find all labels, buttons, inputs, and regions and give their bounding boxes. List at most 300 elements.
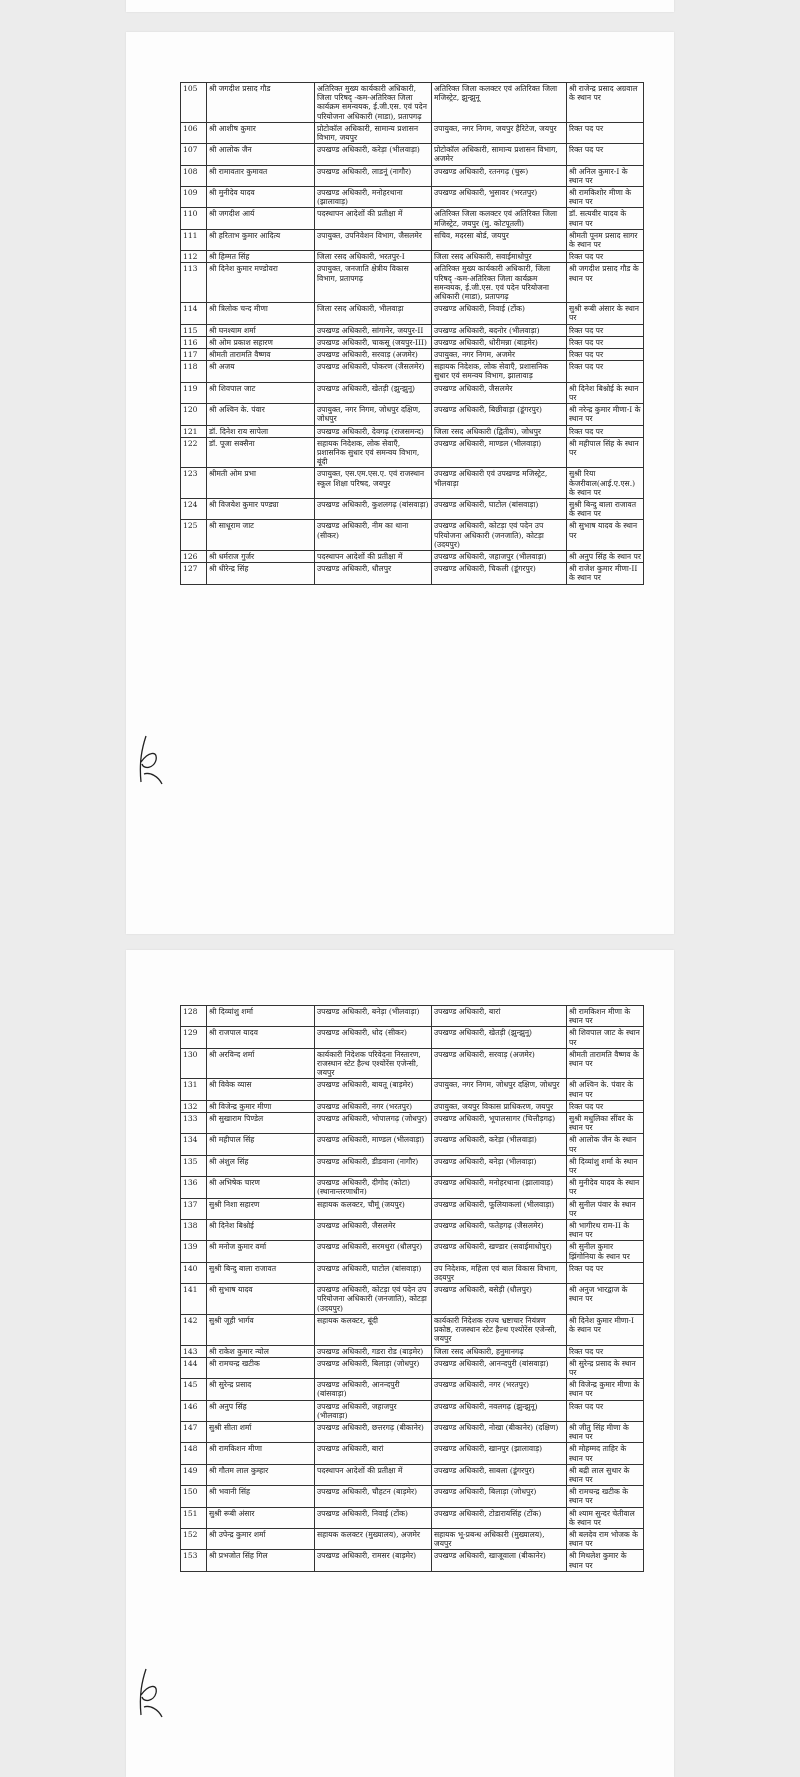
officer-name-cell: श्री त्रिलोक चन्द मीणा xyxy=(207,303,315,324)
serial-number-cell: 127 xyxy=(181,563,207,584)
current-posting-cell: उपखण्ड अधिकारी, निवाई (टोंक) xyxy=(315,1507,432,1528)
current-posting-cell: उपखण्ड अधिकारी, कोटड़ा एवं पदेन उप परियोजना अधिकारी (जनजाति), कोटड़ा (उदयपुर) xyxy=(315,1284,432,1315)
current-posting-cell: उपखण्ड अधिकारी, बायतू (बाड़मेर) xyxy=(315,1079,432,1100)
remarks-cell: श्री मिथलेश कुमार के स्थान पर xyxy=(567,1550,644,1571)
officer-name-cell: श्री सुरेन्द्र प्रसाद xyxy=(207,1379,315,1400)
remarks-cell: रिक्त पद पर xyxy=(567,324,644,336)
remarks-cell: श्री मोहम्मद ताहिर के स्थान पर xyxy=(567,1443,644,1464)
officer-name-cell: श्री शिवपाल जाट xyxy=(207,382,315,403)
current-posting-cell: उपखण्ड अधिकारी, गडरा रोड (बाड़मेर) xyxy=(315,1345,432,1357)
serial-number-cell: 150 xyxy=(181,1486,207,1507)
officer-name-cell: श्री मुनीदेव यादव xyxy=(207,187,315,208)
remarks-cell: श्री सुनील कुमार झिंगोनिया के स्थान पर xyxy=(567,1241,644,1262)
current-posting-cell: उपखण्ड अधिकारी, करेड़ा (भीलवाड़ा) xyxy=(315,144,432,165)
remarks-cell: सुश्री रिया केजरीवाल(आई.ए.एस.) के स्थान पर xyxy=(567,468,644,499)
remarks-cell: रिक्त पद पर xyxy=(567,122,644,143)
officer-name-cell: श्री हरिताभ कुमार आदित्य xyxy=(207,229,315,250)
current-posting-cell: सहायक निदेशक, लोक सेवाएँ, प्रशासनिक सुधार एवं समन्वय विभाग, बूंदी xyxy=(315,437,432,468)
new-posting-cell: जिला रसद अधिकारी (द्वितीय), जोधपुर xyxy=(432,425,567,437)
officer-name-cell: डॉ. दिनेश राय सापेला xyxy=(207,425,315,437)
serial-number-cell: 143 xyxy=(181,1345,207,1357)
table-row xyxy=(181,1079,644,1100)
officer-name-cell: श्री दिनेश बिश्नोई xyxy=(207,1220,315,1241)
table-row xyxy=(181,263,644,303)
table-row xyxy=(181,437,644,468)
officer-name-cell: श्री हिम्मत सिंह xyxy=(207,251,315,263)
serial-number-cell: 124 xyxy=(181,498,207,519)
serial-number-cell: 126 xyxy=(181,550,207,562)
table-row xyxy=(181,1443,644,1464)
new-posting-cell: उपखण्ड अधिकारी, बिलाड़ा (जोधपुर) xyxy=(432,1486,567,1507)
table-row xyxy=(181,1134,644,1155)
new-posting-cell: उप निदेशक, महिला एवं बाल विकास विभाग, उदयपुर xyxy=(432,1262,567,1283)
new-posting-cell: उपखण्ड अधिकारी, साबला (डूंगरपुर) xyxy=(432,1464,567,1485)
remarks-cell: रिक्त पद पर xyxy=(567,361,644,382)
current-posting-cell: उपखण्ड अधिकारी, बिलाड़ा (जोधपुर) xyxy=(315,1357,432,1378)
officer-name-cell: श्री विजयेश कुमार पण्ड्या xyxy=(207,498,315,519)
remarks-cell: रिक्त पद पर xyxy=(567,144,644,165)
serial-number-cell: 130 xyxy=(181,1048,207,1079)
current-posting-cell: जिला रसद अधिकारी, भीलवाड़ा xyxy=(315,303,432,324)
table-row xyxy=(181,349,644,361)
current-posting-cell: प्रोटोकॉल अधिकारी, सामान्य प्रशासन विभाग, जयपुर xyxy=(315,122,432,143)
officer-name-cell: श्री आलोक जैन xyxy=(207,144,315,165)
remarks-cell: श्री रामचन्द्र खटीक के स्थान पर xyxy=(567,1486,644,1507)
remarks-cell: श्री रामकिशोर मीणा के स्थान पर xyxy=(567,187,644,208)
officer-name-cell: डॉ. पूजा सक्सैना xyxy=(207,437,315,468)
table-row xyxy=(181,1177,644,1198)
current-posting-cell: उपायुक्त, जनजाति क्षेत्रीय विकास विभाग, प्रतापगढ़ xyxy=(315,263,432,303)
current-posting-cell: उपखण्ड अधिकारी, दीगोद (कोटा) (स्थानान्तरणाधीन) xyxy=(315,1177,432,1198)
current-posting-cell: उपखण्ड अधिकारी, सांगानेर, जयपुर-II xyxy=(315,324,432,336)
serial-number-cell: 117 xyxy=(181,349,207,361)
officer-name-cell: श्री गौतम लाल कुम्हार xyxy=(207,1464,315,1485)
officer-name-cell: श्री अश्विन के. पंवार xyxy=(207,404,315,425)
remarks-cell: श्री भागीरथ राम-II के स्थान पर xyxy=(567,1220,644,1241)
current-posting-cell: अतिरिक्त मुख्य कार्यकारी अधिकारी, जिला परिषद् -कम-अतिरिक्त जिला कार्यक्रम समन्वयक, ई.जी.एस. एवं पदेन परियोजना अधिकारी (माडा), प्रतापगढ़ xyxy=(315,83,432,123)
new-posting-cell: उपखण्ड अधिकारी, बदनोर (भीलवाड़ा) xyxy=(432,324,567,336)
table-row xyxy=(181,1486,644,1507)
current-posting-cell: उपखण्ड अधिकारी, खेतड़ी (झुन्झुनू) xyxy=(315,382,432,403)
remarks-cell: श्री नरेन्द्र कुमार मीणा-I के स्थान पर xyxy=(567,404,644,425)
serial-number-cell: 115 xyxy=(181,324,207,336)
remarks-cell: सुश्री मधुलिका सींवर के स्थान पर xyxy=(567,1113,644,1134)
new-posting-cell: कार्यकारी निदेशक राज्य भ्रष्टाचार नियंत्रण प्रकोष्ठ, राजस्थान स्टेट हैल्थ एश्योरेंस एजेन्सी, जयपुर xyxy=(432,1314,567,1345)
serial-number-cell: 108 xyxy=(181,165,207,186)
officer-name-cell: श्री महीपाल सिंह xyxy=(207,1134,315,1155)
serial-number-cell: 122 xyxy=(181,437,207,468)
previous-page-fragment xyxy=(126,0,674,12)
officer-name-cell: श्री जगदीश आर्य xyxy=(207,208,315,229)
current-posting-cell: उपखण्ड अधिकारी, जहाजपुर (भीलवाड़ा) xyxy=(315,1400,432,1421)
remarks-cell: श्री जीतु सिंह मीणा के स्थान पर xyxy=(567,1421,644,1442)
current-posting-cell: जिला रसद अधिकारी, भरतपुर-I xyxy=(315,251,432,263)
current-posting-cell: सहायक कलक्टर, बूंदी xyxy=(315,1314,432,1345)
new-posting-cell: उपखण्ड अधिकारी, चिकली (डूंगरपुर) xyxy=(432,563,567,584)
new-posting-cell: उपखण्ड अधिकारी, बसेड़ी (धौलपुर) xyxy=(432,1284,567,1315)
new-posting-cell: अतिरिक्त जिला कलक्टर एवं अतिरिक्त जिला मजिस्ट्रेट, झुन्झुनू xyxy=(432,83,567,123)
table-row xyxy=(181,1357,644,1378)
new-posting-cell: उपखण्ड अधिकारी, धोरीमन्ना (बाड़मेर) xyxy=(432,336,567,348)
table-row xyxy=(181,1284,644,1315)
current-posting-cell: उपखण्ड अधिकारी, डीडवाना (नागौर) xyxy=(315,1155,432,1176)
serial-number-cell: 139 xyxy=(181,1241,207,1262)
remarks-cell: श्री राजेश कुमार मीणा-II के स्थान पर xyxy=(567,563,644,584)
officer-name-cell: श्री दिव्यांशु शर्मा xyxy=(207,1006,315,1027)
table-row xyxy=(181,1113,644,1134)
current-posting-cell: उपखण्ड अधिकारी, नगर (भरतपुर) xyxy=(315,1100,432,1112)
serial-number-cell: 149 xyxy=(181,1464,207,1485)
officer-name-cell: श्री विवेक व्यास xyxy=(207,1079,315,1100)
remarks-cell: श्री महीपाल सिंह के स्थान पर xyxy=(567,437,644,468)
serial-number-cell: 120 xyxy=(181,404,207,425)
current-posting-cell: पदस्थापन आदेशों की प्रतीक्षा में xyxy=(315,550,432,562)
signature-mark-2 xyxy=(132,1665,166,1721)
officer-name-cell: सुश्री निशा सहारण xyxy=(207,1198,315,1219)
remarks-cell: रिक्त पद पर xyxy=(567,425,644,437)
serial-number-cell: 113 xyxy=(181,263,207,303)
serial-number-cell: 105 xyxy=(181,83,207,123)
officer-name-cell: श्री जगदीश प्रसाद गौड xyxy=(207,83,315,123)
current-posting-cell: उपखण्ड अधिकारी, छत्तरगढ़ (बीकानेर) xyxy=(315,1421,432,1442)
serial-number-cell: 145 xyxy=(181,1379,207,1400)
officer-name-cell: श्री अजय xyxy=(207,361,315,382)
officer-name-cell: श्री रामकिशन मीणा xyxy=(207,1443,315,1464)
officer-name-cell: सुश्री बिन्दु बाला राजावत xyxy=(207,1262,315,1283)
serial-number-cell: 132 xyxy=(181,1100,207,1112)
remarks-cell: श्री आलोक जैन के स्थान पर xyxy=(567,1134,644,1155)
new-posting-cell: उपखण्ड अधिकारी, मनोहरथाना (झालावाड़) xyxy=(432,1177,567,1198)
new-posting-cell: उपखण्ड अधिकारी, टोडारायसिंह (टोंक) xyxy=(432,1507,567,1528)
officer-name-cell: श्री उपेन्द्र कुमार शर्मा xyxy=(207,1528,315,1549)
table-row xyxy=(181,1027,644,1048)
remarks-cell: श्री श्याम सुन्दर चेतीवाल के स्थान पर xyxy=(567,1507,644,1528)
table-row xyxy=(181,425,644,437)
remarks-cell: श्री राजेन्द्र प्रसाद अग्रवाल के स्थान पर xyxy=(567,83,644,123)
new-posting-cell: उपखण्ड अधिकारी, खेतड़ी (झुन्झुनू) xyxy=(432,1027,567,1048)
document-page-1 xyxy=(126,32,674,934)
officer-name-cell: श्री दिनेश कुमार मण्डोवरा xyxy=(207,263,315,303)
new-posting-cell: उपखण्ड अधिकारी, फतेहगढ़ (जैसलमेर) xyxy=(432,1220,567,1241)
serial-number-cell: 125 xyxy=(181,520,207,551)
table-row xyxy=(181,1421,644,1442)
table-row xyxy=(181,382,644,403)
remarks-cell: श्री बलदेव राम भोजक के स्थान पर xyxy=(567,1528,644,1549)
officer-name-cell: श्री सुभाष यादव xyxy=(207,1284,315,1315)
new-posting-cell: उपखण्ड अधिकारी, जहाजपुर (भीलवाड़ा) xyxy=(432,550,567,562)
serial-number-cell: 129 xyxy=(181,1027,207,1048)
remarks-cell: रिक्त पद पर xyxy=(567,349,644,361)
serial-number-cell: 107 xyxy=(181,144,207,165)
officer-name-cell: श्री साधूराम जाट xyxy=(207,520,315,551)
table-row xyxy=(181,187,644,208)
new-posting-cell: उपखण्ड अधिकारी, बनेड़ा (भीलवाड़ा) xyxy=(432,1155,567,1176)
new-posting-cell: उपखण्ड अधिकारी, बिछीवाड़ा (डूंगरपुर) xyxy=(432,404,567,425)
current-posting-cell: सहायक कलक्टर (मुख्यालय), अजमेर xyxy=(315,1528,432,1549)
officer-name-cell: श्रीमती ओम प्रभा xyxy=(207,468,315,499)
new-posting-cell: जिला रसद अधिकारी, हनुमानगढ़ xyxy=(432,1345,567,1357)
new-posting-cell: अतिरिक्त मुख्य कार्यकारी अधिकारी, जिला परिषद् -कम-अतिरिक्त जिला कार्यक्रम समन्वयक, ई.जी.एस. एवं पदेन परियोजना अधिकारी (माडा), प्रतापगढ़ xyxy=(432,263,567,303)
serial-number-cell: 116 xyxy=(181,336,207,348)
transfer-table-2 xyxy=(180,1005,644,1572)
current-posting-cell: सहायक कलक्टर, चौमूं (जयपुर) xyxy=(315,1198,432,1219)
remarks-cell: श्री मुनीदेव यादव के स्थान पर xyxy=(567,1177,644,1198)
officer-name-cell: सुश्री सीता शर्मा xyxy=(207,1421,315,1442)
table-row xyxy=(181,498,644,519)
table-row xyxy=(181,83,644,123)
officer-name-cell: श्री अंशुल सिंह xyxy=(207,1155,315,1176)
remarks-cell: श्रीमती तारामति वैष्णव के स्थान पर xyxy=(567,1048,644,1079)
remarks-cell: श्री सुभाष यादव के स्थान पर xyxy=(567,520,644,551)
current-posting-cell: उपखण्ड अधिकारी, कुशलगढ़ (बांसवाड़ा) xyxy=(315,498,432,519)
officer-name-cell: श्री अनुप सिंह xyxy=(207,1400,315,1421)
current-posting-cell: उपखण्ड अधिकारी, लाडनूं (नागौर) xyxy=(315,165,432,186)
table-row xyxy=(181,550,644,562)
officer-name-cell: श्री ओम प्रकाश सहारण xyxy=(207,336,315,348)
current-posting-cell: उपखण्ड अधिकारी, बारां xyxy=(315,1443,432,1464)
officer-name-cell: श्री धीरेन्द्र सिंह xyxy=(207,563,315,584)
remarks-cell: रिक्त पद पर xyxy=(567,1345,644,1357)
serial-number-cell: 152 xyxy=(181,1528,207,1549)
officer-name-cell: श्री भवानी सिंह xyxy=(207,1486,315,1507)
current-posting-cell: पदस्थापन आदेशों की प्रतीक्षा में xyxy=(315,208,432,229)
serial-number-cell: 144 xyxy=(181,1357,207,1378)
remarks-cell: श्री दिनेश कुमार मीणा-I के स्थान पर xyxy=(567,1314,644,1345)
current-posting-cell: पदस्थापन आदेशों की प्रतीक्षा में xyxy=(315,1464,432,1485)
table-row xyxy=(181,336,644,348)
new-posting-cell: उपायुक्त, नगर निगम, जयपुर हैरिटेज, जयपुर xyxy=(432,122,567,143)
table-row xyxy=(181,1262,644,1283)
table-row xyxy=(181,1155,644,1176)
serial-number-cell: 136 xyxy=(181,1177,207,1198)
current-posting-cell: उपखण्ड अधिकारी, मनोहरथाना (झालावाड़) xyxy=(315,187,432,208)
table-row xyxy=(181,404,644,425)
remarks-cell: डॉ. सत्यवीर यादव के स्थान पर xyxy=(567,208,644,229)
table-row xyxy=(181,144,644,165)
remarks-cell: श्री अनुज भारद्वाज के स्थान पर xyxy=(567,1284,644,1315)
remarks-cell: रिक्त पद पर xyxy=(567,1100,644,1112)
serial-number-cell: 153 xyxy=(181,1550,207,1571)
current-posting-cell: उपखण्ड अधिकारी, चाकसू (जयपुर-III) xyxy=(315,336,432,348)
remarks-cell: श्रीमती पूनम प्रसाद सागर के स्थान पर xyxy=(567,229,644,250)
officer-name-cell: श्री घनश्याम शर्मा xyxy=(207,324,315,336)
officer-name-cell: सुश्री जूही भार्गव xyxy=(207,1314,315,1345)
current-posting-cell: उपखण्ड अधिकारी, रामसर (बाड़मेर) xyxy=(315,1550,432,1571)
new-posting-cell: उपखण्ड अधिकारी, रतनगढ़ (चुरू) xyxy=(432,165,567,186)
document-page-2 xyxy=(126,950,674,1777)
new-posting-cell: उपखण्ड अधिकारी, सरवाड़ (अजमेर) xyxy=(432,1048,567,1079)
new-posting-cell: उपखण्ड अधिकारी, आनन्दपुरी (बांसवाड़ा) xyxy=(432,1357,567,1378)
table-row xyxy=(181,1550,644,1571)
serial-number-cell: 111 xyxy=(181,229,207,250)
remarks-cell: सुश्री बिन्दु बाला राजावत के स्थान पर xyxy=(567,498,644,519)
current-posting-cell: उपायुक्त, नगर निगम, जोधपुर दक्षिण, जोधपुर xyxy=(315,404,432,425)
new-posting-cell: उपखण्ड अधिकारी, माण्डल (भीलवाड़ा) xyxy=(432,437,567,468)
officer-name-cell: श्री आशीष कुमार xyxy=(207,122,315,143)
current-posting-cell: उपखण्ड अधिकारी, बनेड़ा (भीलवाड़ा) xyxy=(315,1006,432,1027)
table-row xyxy=(181,1400,644,1421)
serial-number-cell: 106 xyxy=(181,122,207,143)
remarks-cell: श्री सुरेन्द्र प्रसाद के स्थान पर xyxy=(567,1357,644,1378)
officer-name-cell: श्री अरविन्द शर्मा xyxy=(207,1048,315,1079)
officer-name-cell: श्री मनोज कुमार वर्मा xyxy=(207,1241,315,1262)
table-row xyxy=(181,122,644,143)
table-row xyxy=(181,1345,644,1357)
remarks-cell: रिक्त पद पर xyxy=(567,251,644,263)
current-posting-cell: उपायुक्त, उपनिवेशन विभाग, जैसलमेर xyxy=(315,229,432,250)
officer-name-cell: श्री राकेश कुमार न्योल xyxy=(207,1345,315,1357)
transfer-table-1 xyxy=(180,82,644,585)
current-posting-cell: उपखण्ड अधिकारी, धौलपुर xyxy=(315,563,432,584)
serial-number-cell: 135 xyxy=(181,1155,207,1176)
new-posting-cell: उपखण्ड अधिकारी, घाटोल (बांसवाड़ा) xyxy=(432,498,567,519)
remarks-cell: श्री बद्री लाल सुथार के स्थान पर xyxy=(567,1464,644,1485)
new-posting-cell: उपखण्ड अधिकारी, खण्डार (सवाईमाधोपुर) xyxy=(432,1241,567,1262)
serial-number-cell: 141 xyxy=(181,1284,207,1315)
remarks-cell: श्री अनुप सिंह के स्थान पर xyxy=(567,550,644,562)
new-posting-cell: उपखण्ड अधिकारी, नोखा (बीकानेर) (दक्षिण) xyxy=(432,1421,567,1442)
new-posting-cell: उपखण्ड अधिकारी, कोटड़ा एवं पदेन उप परियोजना अधिकारी (जनजाति), कोटड़ा (उदयपुर) xyxy=(432,520,567,551)
current-posting-cell: उपायुक्त, एस.एम.एस.ए. एवं राजस्थान स्कूल शिक्षा परिषद, जयपुर xyxy=(315,468,432,499)
serial-number-cell: 140 xyxy=(181,1262,207,1283)
serial-number-cell: 151 xyxy=(181,1507,207,1528)
serial-number-cell: 128 xyxy=(181,1006,207,1027)
table-row xyxy=(181,208,644,229)
table-row xyxy=(181,229,644,250)
new-posting-cell: उपखण्ड अधिकारी, भूपालसागर (चित्तौड़गढ़) xyxy=(432,1113,567,1134)
current-posting-cell: कार्यकारी निदेशक परिवेदना निस्तारण, राजस्थान स्टेट हैल्थ एश्योरेंस एजेन्सी, जयपुर xyxy=(315,1048,432,1079)
new-posting-cell: उपखण्ड अधिकारी एवं उपखण्ड मजिस्ट्रेट, भीलवाड़ा xyxy=(432,468,567,499)
serial-number-cell: 112 xyxy=(181,251,207,263)
new-posting-cell: उपखण्ड अधिकारी, नगर (भरतपुर) xyxy=(432,1379,567,1400)
serial-number-cell: 133 xyxy=(181,1113,207,1134)
officer-name-cell: श्री प्रभजोत सिंह गिल xyxy=(207,1550,315,1571)
new-posting-cell: सहायक भू-प्रबन्ध अधिकारी (मुख्यालय), जयपुर xyxy=(432,1528,567,1549)
serial-number-cell: 146 xyxy=(181,1400,207,1421)
remarks-cell: श्री शिवपाल जाट के स्थान पर xyxy=(567,1027,644,1048)
remarks-cell: श्री दिव्यांशु शर्मा के स्थान पर xyxy=(567,1155,644,1176)
serial-number-cell: 121 xyxy=(181,425,207,437)
serial-number-cell: 142 xyxy=(181,1314,207,1345)
table-row xyxy=(181,563,644,584)
table-row xyxy=(181,1314,644,1345)
officer-name-cell: श्री विजेन्द्र कुमार मीणा xyxy=(207,1100,315,1112)
table-row xyxy=(181,468,644,499)
table-row xyxy=(181,520,644,551)
table-row xyxy=(181,1006,644,1027)
current-posting-cell: उपखण्ड अधिकारी, आनन्दपुरी (बांसवाड़ा) xyxy=(315,1379,432,1400)
remarks-cell: श्री अश्विन के. पंवार के स्थान पर xyxy=(567,1079,644,1100)
current-posting-cell: उपखण्ड अधिकारी, चौहटन (बाड़मेर) xyxy=(315,1486,432,1507)
new-posting-cell: उपखण्ड अधिकारी, फूलियाकलां (भीलवाड़ा) xyxy=(432,1198,567,1219)
serial-number-cell: 118 xyxy=(181,361,207,382)
officer-name-cell: श्री रामचन्द्र खटीक xyxy=(207,1357,315,1378)
serial-number-cell: 148 xyxy=(181,1443,207,1464)
new-posting-cell: उपायुक्त, नगर निगम, अजमेर xyxy=(432,349,567,361)
current-posting-cell: उपखण्ड अधिकारी, पोकरण (जैसलमेर) xyxy=(315,361,432,382)
officer-name-cell: श्री सुखाराम पिण्डेल xyxy=(207,1113,315,1134)
table-row xyxy=(181,251,644,263)
officer-name-cell: श्री अभिषेक चारण xyxy=(207,1177,315,1198)
current-posting-cell: उपखण्ड अधिकारी, सरवाड़ (अजमेर) xyxy=(315,349,432,361)
remarks-cell: श्री सुनील पंवार के स्थान पर xyxy=(567,1198,644,1219)
remarks-cell: सुश्री रूबी अंसार के स्थान पर xyxy=(567,303,644,324)
table-row xyxy=(181,324,644,336)
table-row xyxy=(181,1507,644,1528)
serial-number-cell: 119 xyxy=(181,382,207,403)
current-posting-cell: उपखण्ड अधिकारी, जैसलमेर xyxy=(315,1220,432,1241)
serial-number-cell: 114 xyxy=(181,303,207,324)
new-posting-cell: प्रोटोकॉल अधिकारी, सामान्य प्रशासन विभाग, अजमेर xyxy=(432,144,567,165)
new-posting-cell: उपखण्ड अधिकारी, भुसावर (भरतपुर) xyxy=(432,187,567,208)
new-posting-cell: उपखण्ड अधिकारी, निवाई (टोंक) xyxy=(432,303,567,324)
new-posting-cell: उपखण्ड अधिकारी, जैसलमेर xyxy=(432,382,567,403)
remarks-cell: रिक्त पद पर xyxy=(567,336,644,348)
officer-name-cell: श्री धर्मराज गुर्जर xyxy=(207,550,315,562)
remarks-cell: श्री रामकिशन मीणा के स्थान पर xyxy=(567,1006,644,1027)
new-posting-cell: जिला रसद अधिकारी, सवाईमाधोपुर xyxy=(432,251,567,263)
new-posting-cell: उपखण्ड अधिकारी, बारां xyxy=(432,1006,567,1027)
table-row xyxy=(181,1464,644,1485)
serial-number-cell: 134 xyxy=(181,1134,207,1155)
new-posting-cell: अतिरिक्त जिला कलक्टर एवं अतिरिक्त जिला मजिस्ट्रेट, जयपुर (मु. कोटपूतली) xyxy=(432,208,567,229)
remarks-cell: श्री जगदीश प्रसाद गौड के स्थान पर xyxy=(567,263,644,303)
officer-name-cell: श्री राजपाल यादव xyxy=(207,1027,315,1048)
table-row xyxy=(181,361,644,382)
serial-number-cell: 147 xyxy=(181,1421,207,1442)
remarks-cell: श्री दिनेश बिश्नोई के स्थान पर xyxy=(567,382,644,403)
new-posting-cell: उपखण्ड अधिकारी, करेड़ा (भीलवाड़ा) xyxy=(432,1134,567,1155)
current-posting-cell: उपखण्ड अधिकारी, माण्डल (भीलवाड़ा) xyxy=(315,1134,432,1155)
new-posting-cell: उपखण्ड अधिकारी, खाजूवाला (बीकानेर) xyxy=(432,1550,567,1571)
current-posting-cell: उपखण्ड अधिकारी, नीम का थाना (सीकर) xyxy=(315,520,432,551)
remarks-cell: रिक्त पद पर xyxy=(567,1400,644,1421)
new-posting-cell: उपायुक्त, नगर निगम, जोधपुर दक्षिण, जोधपुर xyxy=(432,1079,567,1100)
serial-number-cell: 131 xyxy=(181,1079,207,1100)
serial-number-cell: 109 xyxy=(181,187,207,208)
new-posting-cell: उपखण्ड अधिकारी, खानपुर (झालावाड़) xyxy=(432,1443,567,1464)
officer-name-cell: श्री रामावतार कुमावत xyxy=(207,165,315,186)
serial-number-cell: 137 xyxy=(181,1198,207,1219)
table-row xyxy=(181,303,644,324)
serial-number-cell: 123 xyxy=(181,468,207,499)
new-posting-cell: उपायुक्त, जयपुर विकास प्राधिकरण, जयपुर xyxy=(432,1100,567,1112)
table-row xyxy=(181,1048,644,1079)
new-posting-cell: सहायक निदेशक, लोक सेवाएँ, प्रशासनिक सुधार एवं समन्वय विभाग, झालावाड़ xyxy=(432,361,567,382)
remarks-cell: श्री अनिल कुमार-I के स्थान पर xyxy=(567,165,644,186)
signature-mark-1 xyxy=(132,732,166,788)
remarks-cell: रिक्त पद पर xyxy=(567,1262,644,1283)
table-row xyxy=(181,1528,644,1549)
serial-number-cell: 110 xyxy=(181,208,207,229)
new-posting-cell: उपखण्ड अधिकारी, नवलगढ़ (झुन्झुनू) xyxy=(432,1400,567,1421)
table-row xyxy=(181,1241,644,1262)
current-posting-cell: उपखण्ड अधिकारी, घाटोल (बांसवाड़ा) xyxy=(315,1262,432,1283)
table-row xyxy=(181,165,644,186)
table-row xyxy=(181,1100,644,1112)
current-posting-cell: उपखण्ड अधिकारी, देवगढ़ (राजसमन्द) xyxy=(315,425,432,437)
current-posting-cell: उपखण्ड अधिकारी, भोपालगढ़ (जोधपुर) xyxy=(315,1113,432,1134)
table-row xyxy=(181,1198,644,1219)
current-posting-cell: उपखण्ड अधिकारी, धोद (सीकर) xyxy=(315,1027,432,1048)
remarks-cell: श्री विजेन्द्र कुमार मीणा के स्थान पर xyxy=(567,1379,644,1400)
table-row xyxy=(181,1220,644,1241)
current-posting-cell: उपखण्ड अधिकारी, सरमथुरा (धौलपुर) xyxy=(315,1241,432,1262)
officer-name-cell: सुश्री रूबी अंसार xyxy=(207,1507,315,1528)
officer-name-cell: श्रीमती तारामति वैष्णव xyxy=(207,349,315,361)
table-row xyxy=(181,1379,644,1400)
new-posting-cell: सचिव, मदरसा बोर्ड, जयपुर xyxy=(432,229,567,250)
